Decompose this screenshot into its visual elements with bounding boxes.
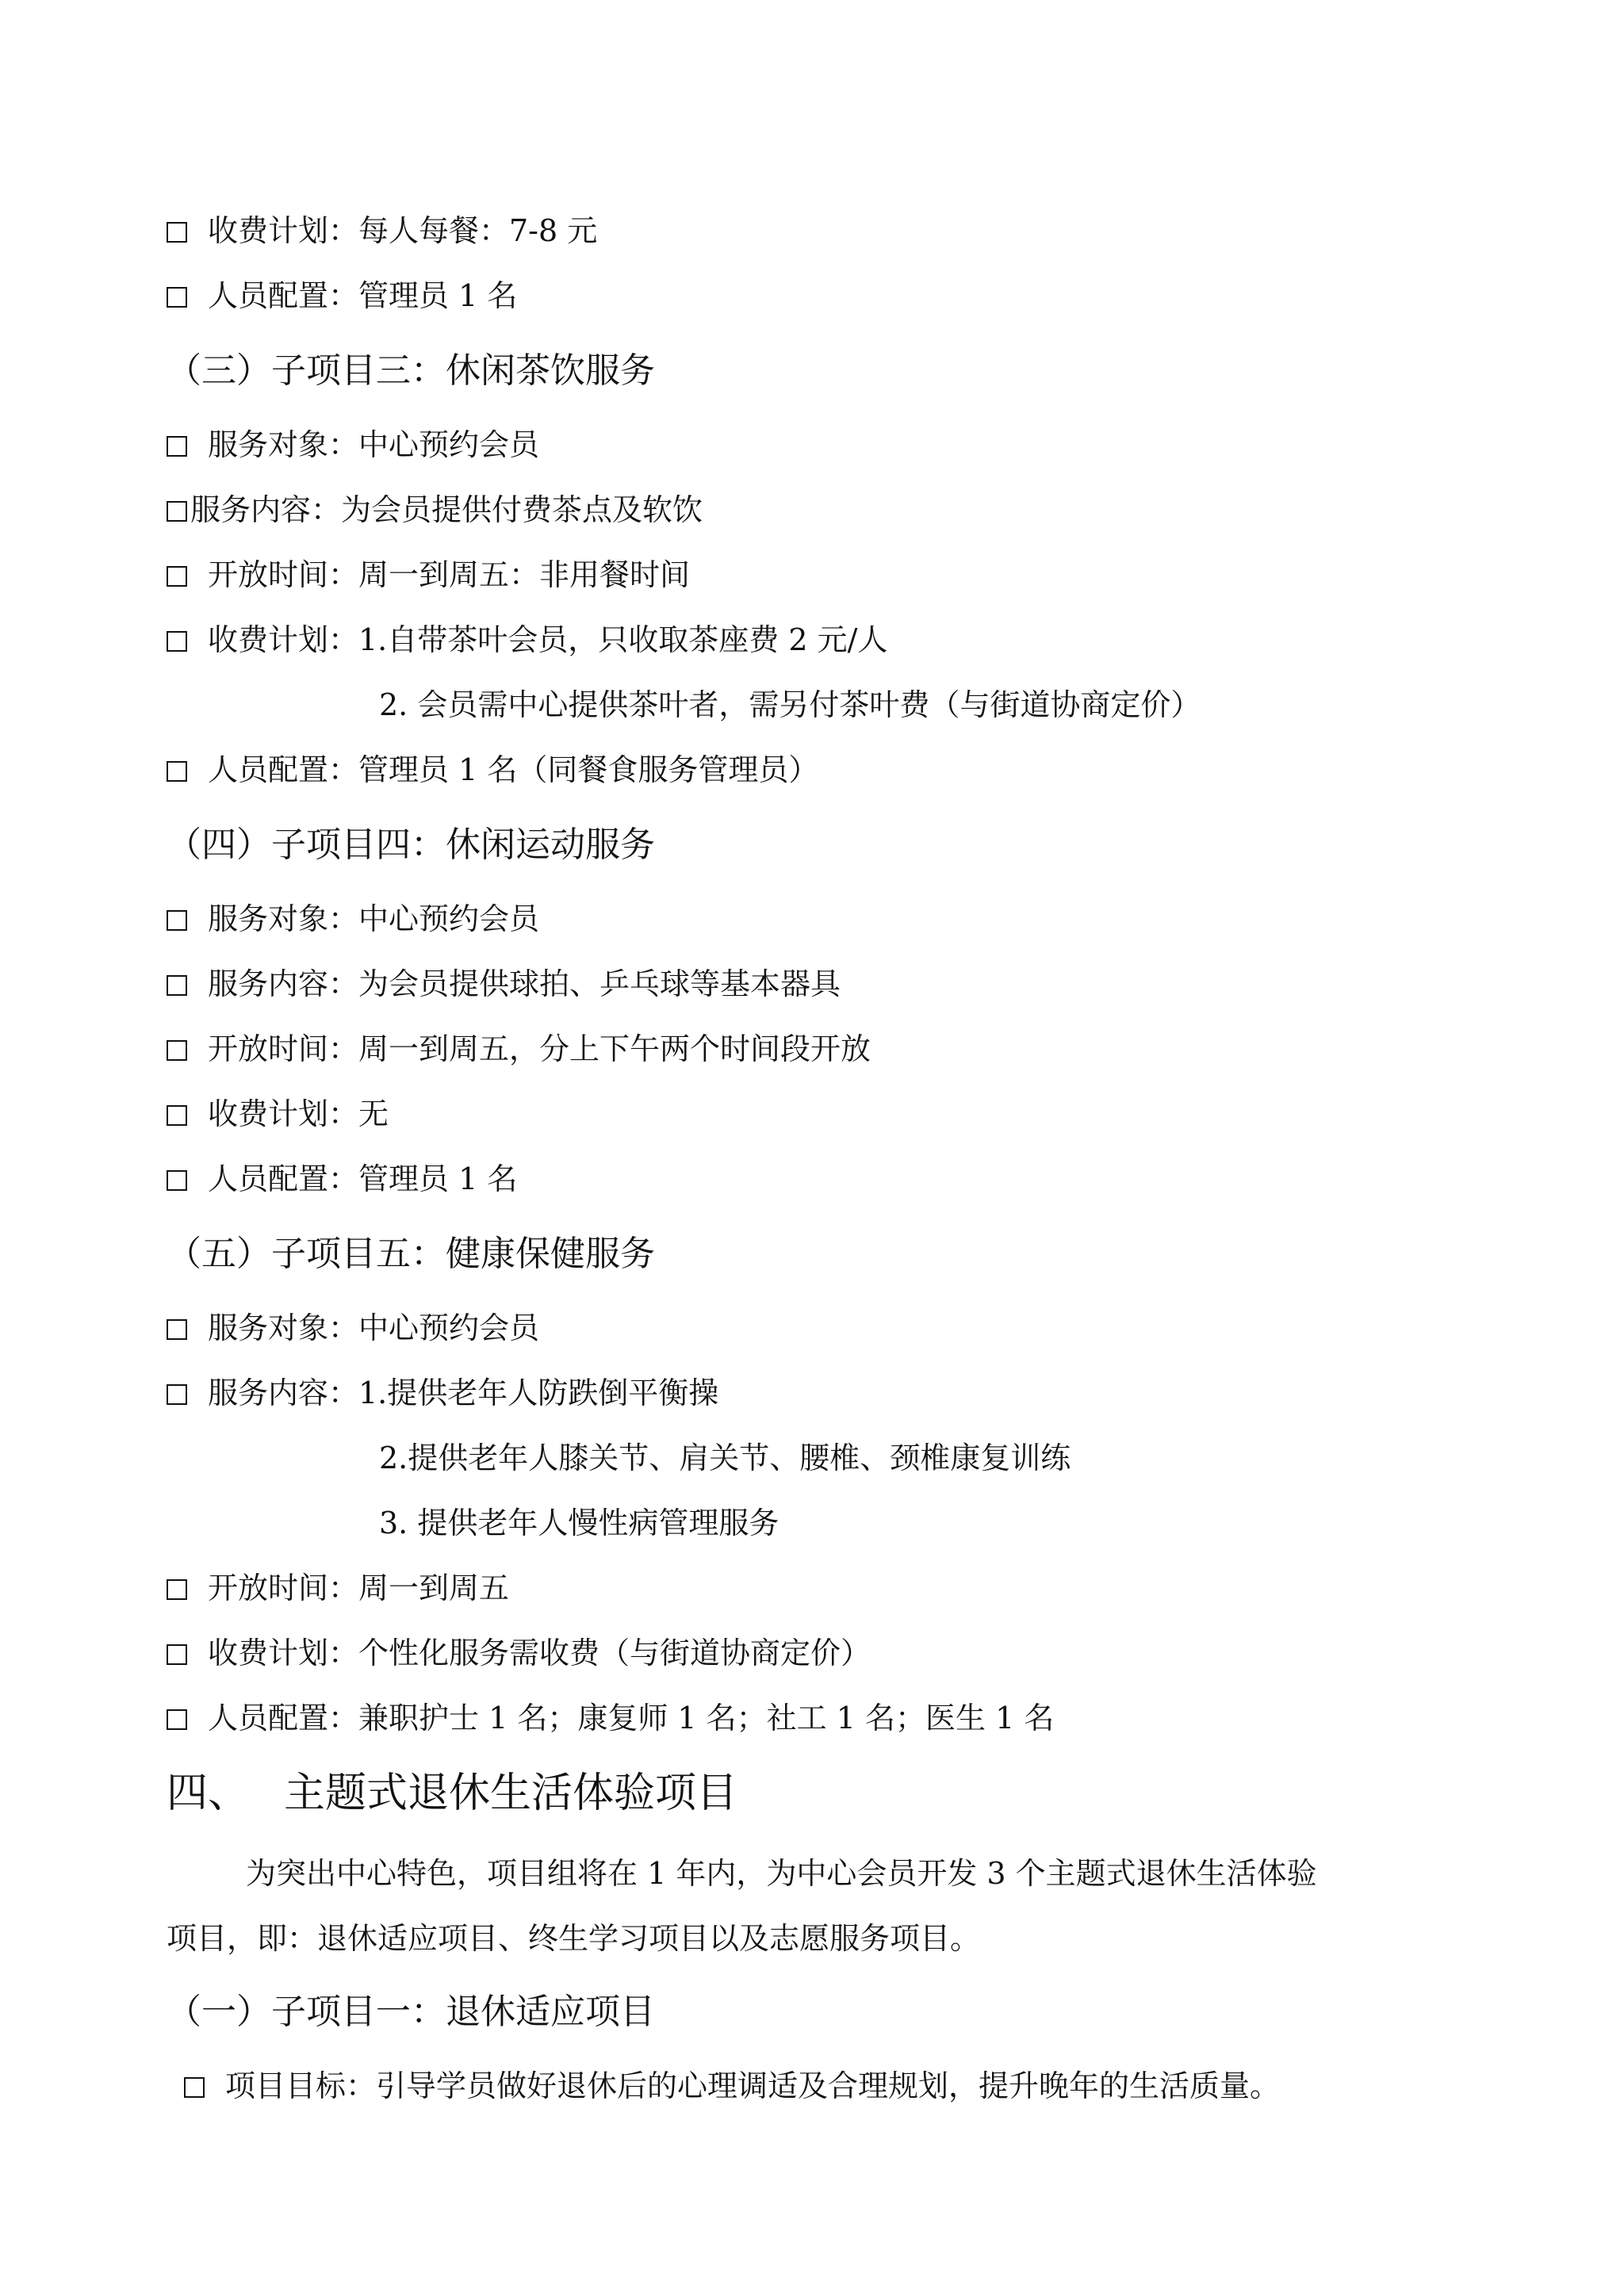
checkbox-icon (167, 1644, 187, 1665)
checkbox-icon (167, 501, 187, 522)
checkbox-icon (167, 287, 187, 308)
bullet-target (167, 425, 539, 465)
checkbox-icon (167, 910, 187, 931)
bullet-staff (167, 1159, 517, 1199)
bullet-hours (167, 1568, 509, 1608)
checkbox-icon (167, 761, 187, 782)
bullet-text: 服务对象：中心预约会员 (208, 1311, 540, 1345)
subsection-heading-1: （一）子项目一：退休适应项目 (167, 1992, 655, 2032)
bullet-text: 开放时间：周一到周五：非用餐时间 (208, 557, 691, 592)
section-title: 主题式退休生活体验项目 (284, 1770, 738, 1817)
bullet-hours (167, 555, 690, 595)
checkbox-icon (184, 2077, 205, 2098)
bullet-text: 服务内容：为会员提供球拍、乒乓球等基本器具 (208, 966, 841, 1001)
checkbox-icon (167, 1170, 187, 1191)
checkbox-icon (167, 975, 187, 996)
bullet-hours (167, 1029, 871, 1069)
bullet-staff (167, 1698, 1054, 1738)
bullet-text: 收费计划：1.自带茶叶会员，只收取茶座费 2 元/人 (208, 622, 888, 657)
bullet-text: 服务对象：中心预约会员 (208, 427, 540, 462)
bullet-staff (167, 276, 517, 316)
bullet-target (167, 1308, 539, 1348)
bullet-text: 项目目标：引导学员做好退休后的心理调适及合理规划，提升晚年的生活质量。 (225, 2068, 1281, 2103)
checkbox-icon (167, 1040, 187, 1061)
bullet-target (167, 899, 539, 939)
checkbox-icon (167, 566, 187, 587)
checkbox-icon (167, 1319, 187, 1340)
paragraph-line: 为突出中心特色，项目组将在 1 年内，为中心会员开发 3 个主题式退休生活体验 (246, 1856, 1317, 1891)
bullet-continuation: 2. 会员需中心提供茶叶者，需另付茶叶费（与街道协商定价） (379, 687, 1201, 722)
bullet-continuation: 3. 提供老年人慢性病管理服务 (379, 1506, 779, 1540)
checkbox-icon (167, 222, 187, 243)
subsection-heading-5: （五）子项目五：健康保健服务 (167, 1234, 655, 1274)
bullet-text: 人员配置：管理员 1 名 (208, 1161, 518, 1196)
checkbox-icon (167, 1384, 187, 1405)
bullet-content (167, 1373, 718, 1413)
bullet-text: 开放时间：周一到周五，分上下午两个时间段开放 (208, 1031, 871, 1066)
bullet-content (167, 490, 703, 530)
bullet-text: 服务内容：1.提供老年人防跌倒平衡操 (208, 1376, 719, 1410)
bullet-text: 人员配置：管理员 1 名（同餐食服务管理员） (208, 752, 819, 787)
bullet-goal (184, 2066, 1280, 2106)
bullet-content (167, 964, 841, 1004)
section-number: 四、 (167, 1770, 250, 1817)
bullet-text: 收费计划：个性化服务需收费（与街道协商定价） (208, 1636, 871, 1670)
bullet-continuation: 2.提供老年人膝关节、肩关节、腰椎、颈椎康复训练 (379, 1441, 1071, 1475)
bullet-text: 服务内容：为会员提供付费茶点及软饮 (190, 492, 703, 527)
bullet-fee-plan (167, 1633, 871, 1673)
bullet-text: 人员配置：兼职护士 1 名；康复师 1 名；社工 1 名；医生 1 名 (208, 1701, 1055, 1735)
subsection-heading-3: （三）子项目三：休闲茶饮服务 (167, 350, 655, 391)
checkbox-icon (167, 631, 187, 652)
checkbox-icon (167, 1709, 187, 1730)
section-heading-4 (167, 1768, 737, 1819)
bullet-staff (167, 750, 818, 790)
bullet-fee-plan (167, 1094, 389, 1134)
bullet-text: 服务对象：中心预约会员 (208, 901, 540, 936)
checkbox-icon (167, 1105, 187, 1126)
bullet-fee-plan (167, 211, 597, 251)
bullet-fee-plan (167, 620, 887, 660)
checkbox-icon (167, 1579, 187, 1600)
bullet-text: 收费计划：无 (208, 1096, 389, 1131)
checkbox-icon (167, 436, 187, 457)
paragraph-line: 项目，即：退休适应项目、终生学习项目以及志愿服务项目。 (167, 1921, 981, 1956)
bullet-text: 人员配置：管理员 1 名 (208, 278, 518, 313)
bullet-text: 开放时间：周一到周五 (208, 1571, 510, 1605)
bullet-text: 收费计划：每人每餐：7-8 元 (208, 213, 598, 248)
subsection-heading-4: （四）子项目四：休闲运动服务 (167, 825, 655, 865)
